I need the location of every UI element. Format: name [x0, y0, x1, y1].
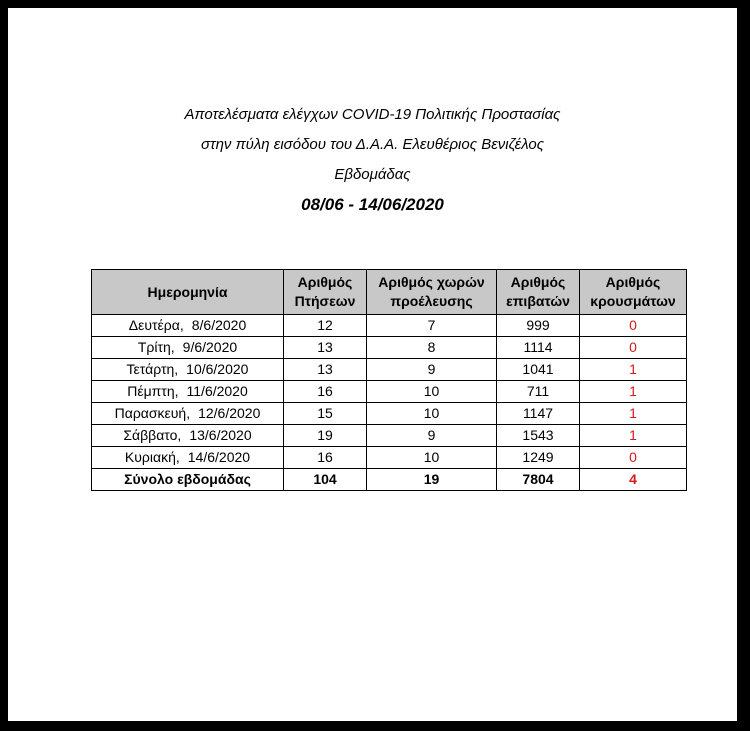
total-countries: 19 — [367, 469, 497, 491]
countries-cell: 10 — [367, 403, 497, 425]
date-cell — [92, 425, 284, 447]
table-row — [92, 447, 687, 469]
date-range: 08/06 - 14/06/2020 — [301, 195, 444, 214]
day-name: Δευτέρα, — [128, 317, 184, 333]
day-date: 12/6/2020 — [198, 405, 261, 421]
countries-cell: 9 — [367, 359, 497, 381]
date-cell — [92, 359, 284, 381]
total-cases: 4 — [580, 469, 687, 491]
day-date: 14/6/2020 — [187, 449, 251, 465]
passengers-cell: 999 — [497, 315, 580, 337]
countries-cell: 10 — [367, 447, 497, 469]
day-name: Τρίτη, — [137, 339, 175, 355]
passengers-cell: 1249 — [497, 447, 580, 469]
header-countries-text: Αριθμός χωρών προέλευσης — [378, 274, 485, 309]
total-label: Σύνολο εβδομάδας — [92, 469, 284, 491]
countries-cell: 8 — [367, 337, 497, 359]
day-name: Σάββατο, — [123, 427, 182, 443]
passengers-cell: 1114 — [497, 337, 580, 359]
cases-cell: 0 — [580, 447, 687, 469]
total-flights: 104 — [284, 469, 367, 491]
flights-cell: 19 — [284, 425, 367, 447]
header-passengers-text: Αριθμός επιβατών — [506, 274, 570, 309]
cases-cell: 1 — [580, 381, 687, 403]
table-row — [92, 381, 687, 403]
table-row — [92, 337, 687, 359]
passengers-cell: 711 — [497, 381, 580, 403]
header-row — [92, 270, 687, 315]
day-date: 9/6/2020 — [182, 339, 238, 355]
day-date: 8/6/2020 — [191, 317, 247, 333]
countries-cell: 10 — [367, 381, 497, 403]
table-row — [92, 359, 687, 381]
flights-cell: 16 — [284, 447, 367, 469]
flights-cell: 13 — [284, 337, 367, 359]
header-date: Ημερομηνία — [92, 270, 284, 315]
title-block — [8, 100, 737, 220]
flights-cell: 15 — [284, 403, 367, 425]
passengers-cell: 1041 — [497, 359, 580, 381]
cases-cell: 0 — [580, 337, 687, 359]
document-page — [8, 8, 737, 721]
date-cell — [92, 315, 284, 337]
header-flights — [284, 270, 367, 315]
day-date: 11/6/2020 — [186, 383, 248, 399]
cases-cell: 1 — [580, 425, 687, 447]
countries-cell: 9 — [367, 425, 497, 447]
flights-cell: 12 — [284, 315, 367, 337]
title-line-3: Εβδομάδας — [334, 166, 411, 183]
header-cases-text: Αριθμός κρουσμάτων — [590, 274, 676, 309]
cases-cell: 1 — [580, 359, 687, 381]
day-name: Παρασκευή, — [114, 405, 191, 421]
date-cell — [92, 381, 284, 403]
flights-cell: 16 — [284, 381, 367, 403]
header-passengers — [497, 270, 580, 315]
day-date: 13/6/2020 — [189, 427, 252, 443]
table-row — [92, 425, 687, 447]
table-row — [92, 315, 687, 337]
header-cases — [580, 270, 687, 315]
total-passengers: 7804 — [497, 469, 580, 491]
day-date: 10/6/2020 — [186, 361, 249, 377]
day-name: Πέμπτη, — [127, 383, 179, 399]
flights-cell: 13 — [284, 359, 367, 381]
cases-cell: 1 — [580, 403, 687, 425]
date-cell — [92, 403, 284, 425]
date-cell — [92, 447, 284, 469]
table-row — [92, 403, 687, 425]
results-table — [91, 269, 687, 491]
title-line-1: Αποτελέσματα ελέγχων COVID-19 Πολιτικής Προστασίας — [184, 106, 561, 123]
total-row — [92, 469, 687, 491]
title-line-2: στην πύλη εισόδου του Δ.Α.Α. Ελευθέριος Βενιζέλος — [200, 136, 545, 153]
day-name: Κυριακή, — [124, 449, 180, 465]
countries-cell: 7 — [367, 315, 497, 337]
cases-cell: 0 — [580, 315, 687, 337]
passengers-cell: 1543 — [497, 425, 580, 447]
header-countries — [367, 270, 497, 315]
day-name: Τετάρτη, — [126, 361, 179, 377]
date-cell — [92, 337, 284, 359]
passengers-cell: 1147 — [497, 403, 580, 425]
header-flights-text: Αριθμός Πτήσεων — [294, 274, 356, 309]
